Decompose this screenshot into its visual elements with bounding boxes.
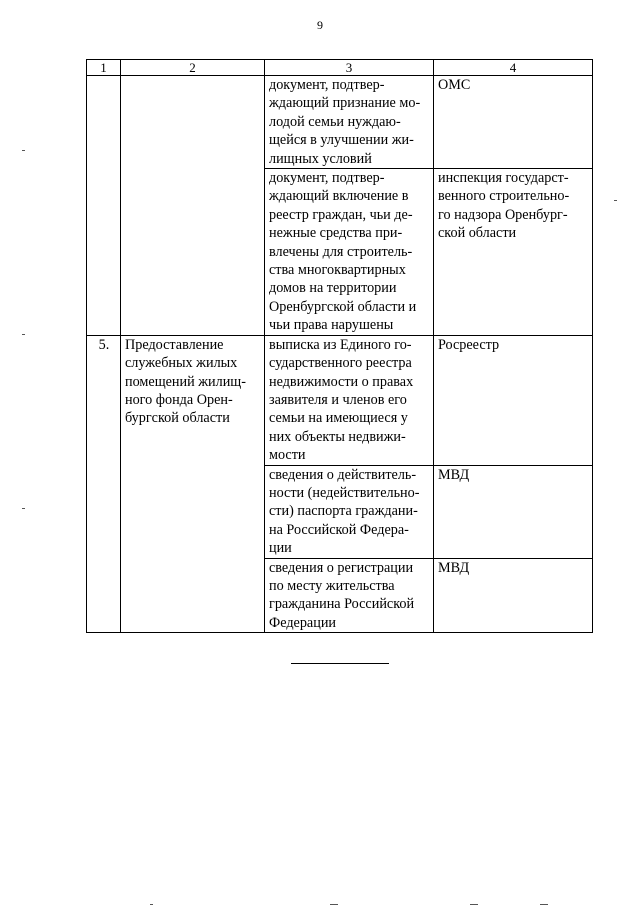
table-row bbox=[87, 335, 593, 465]
column-header-3: 3 bbox=[265, 60, 434, 76]
scan-artifact bbox=[22, 334, 25, 335]
column-header-4: 4 bbox=[434, 60, 593, 76]
service-name bbox=[121, 76, 265, 336]
scan-artifact bbox=[22, 150, 25, 151]
document-name: документ, подтвер- ждающий признание мо- лодой семьи нуждаю- щейся в улучшении жи- лищных условий bbox=[265, 76, 434, 169]
responsible-body: МВД bbox=[434, 465, 593, 558]
scan-artifact bbox=[614, 200, 617, 201]
end-of-document-rule bbox=[291, 663, 389, 664]
document-name: сведения о действитель- ности (недействительно- сти) паспорта граждани- на Российской Федера- ции bbox=[265, 465, 434, 558]
responsible-body: ОМС bbox=[434, 76, 593, 169]
page-number: 9 bbox=[317, 18, 323, 32]
row-number: 5. bbox=[87, 335, 121, 633]
scan-artifact bbox=[22, 508, 25, 509]
document-name: сведения о регистрации по месту жительства гражданина Российской Федерации bbox=[265, 558, 434, 633]
responsible-body: МВД bbox=[434, 558, 593, 633]
service-name: Предоставление служебных жилых помещений жилищ- ного фонда Орен- бургской области bbox=[121, 335, 265, 633]
column-header-1: 1 bbox=[87, 60, 121, 76]
services-table bbox=[86, 59, 593, 633]
column-header-2: 2 bbox=[121, 60, 265, 76]
responsible-body: Росреестр bbox=[434, 335, 593, 465]
document-name: документ, подтвер- ждающий включение в реестр граждан, чьи де- нежные средства при- влечены для строитель- ства многоквартирных домов на территории Оренбургской области и чьи права нарушены bbox=[265, 169, 434, 336]
table-row bbox=[87, 76, 593, 169]
header-row bbox=[87, 60, 593, 76]
row-number bbox=[87, 76, 121, 336]
document-name: выписка из Единого го- сударственного реестра недвижимости о правах заявителя и членов его семьи на имеющиеся у них объекты недвижи- мости bbox=[265, 335, 434, 465]
responsible-body: инспекция государст- венного строительно- го надзора Оренбург- ской области bbox=[434, 169, 593, 336]
